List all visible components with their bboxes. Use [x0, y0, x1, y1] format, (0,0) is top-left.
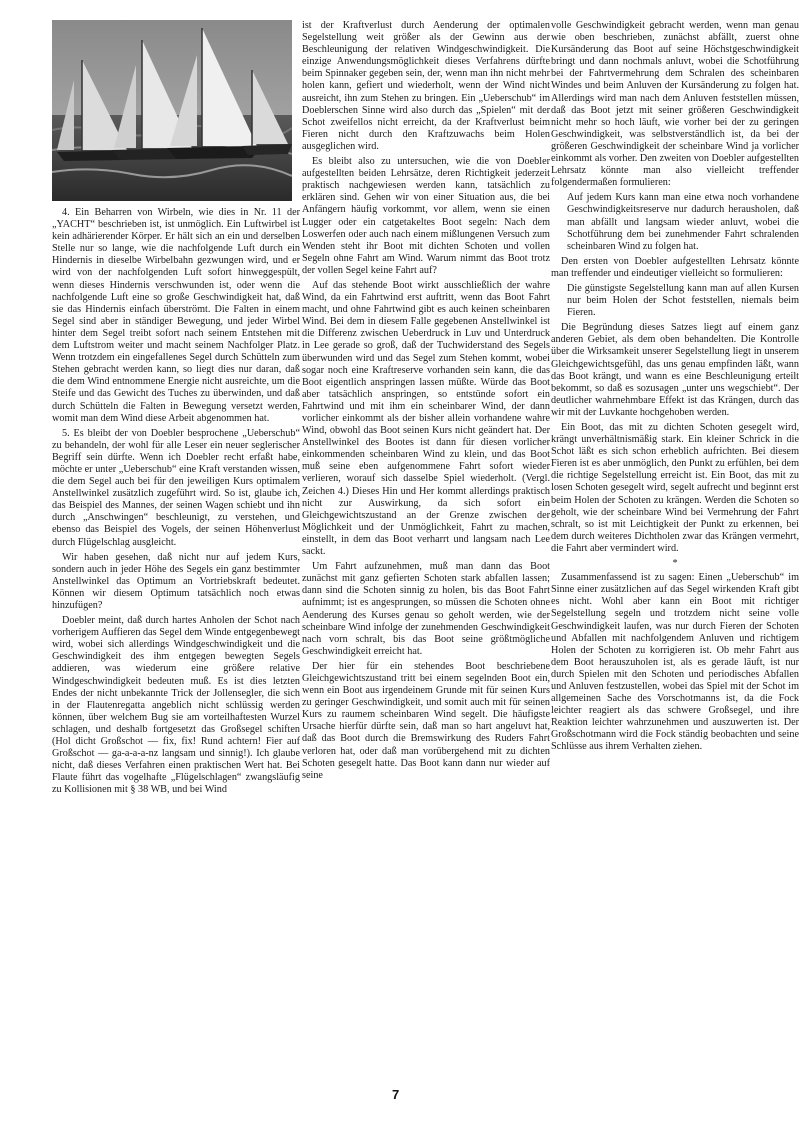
- section-separator: *: [672, 558, 678, 570]
- paragraph: Der hier für ein stehendes Boot beschriebene Gleichgewichtszustand tritt bei einem segelnden Boot ein, wenn ein Boot aus irgendeinem Grunde mit für seinen Kurs zu geringer Geschwindigkeit, und somit auch mit für seinen Kurs zu raumem scheinbaren Wind segelt. Die häufigste Ursache hierfür dürfte sein, daß man so hart angeluvt hat, daß das Boot durch die Bremswirkung des Ruders Fahrt verloren hat, oder daß man vorübergehend mit zu dichten Schoten gesegelt hatte. Das Boot kann dann nur wieder auf seine: [302, 660, 550, 781]
- paragraph: Ein Boot, das mit zu dichten Schoten gesegelt wird, krängt unverhältnismäßig stark. Ein kleiner Schrick in die Schot läßt es sich schon erheblich aufrichten. Bei diesem Fieren ist es aber unmöglich, den Punkt zu erfühlen, bei dem die richtige Segelstellung erreicht ist. Ein Boot, das mit zu losen Schoten gesegelt wird, segelt aufrecht und beginnt erst beim Holen der Schoten zu krängen. Werden die Schoten so geholt, wie der scheinbare Wind bei Vermehrung der Fahrt schralt, so ist mit Leichtigkeit der Punkt zu erkennen, bei dem durch weiteres Dichtholen zwar das Krängen vermehrt, die Fahrt aber vermindert wird.: [551, 422, 799, 554]
- paragraph: 5. Es bleibt der von Doebler besprochene „Ueberschub“ zu behandeln, der wohl für alle Leser ein neuer seglerischer Begriff sein dürfte. Wenn ich Doebler recht erfaßt habe, möchte er unter „Ueberschub“ eine Kraft verstanden wissen, die dem Segel auch bei für den jeweiligen Kurs optimalem Anstellwinkel zusätzlich zugeführt wird. So ist, glaube ich, das Beispiel des Mannes, der seinen Wagen schiebt und ihn durch „Anschwingen“ beschleunigt, zu verstehen, und ebenso das Beispiel des Vogels, der seinen Höhenverlust durch Flügelschlag ausgleicht.: [52, 427, 300, 548]
- paragraph: Doebler meint, daß durch hartes Anholen der Schot nach vorherigem Auffieren das Segel dem Winde entgegenbewegt wird, wobei sich allerdings Windgeschwindigkeit und die Geschwindigkeit des ihm entgegen bewegten Segels addieren, was wiederum eine größere relative Windgeschwindigkeit bedeuten muß. Es ist dies letzten Endes der nicht unbekannte Trick der Jollensegler, die sich in der Flautenregatta angeblich nicht schlüssig werden können, über welchem Bug sie am vorteilhaftesten Wurzel schlagen, und deshalb fortgesetzt das Großsegel schiften (Hol dicht Großschot — fix, fix! Rund achtern! Fier auf Großschot — ga-a-a-a-nz langsam und sinnig!). Ich glaube nicht, daß dieses Verfahren einen praktischen Wert hat. Bei Flaute führt das vogelhafte „Flügelschlagen“ zwangsläufig zu Kollisionen mit § 38 WB, und bei Wind: [52, 615, 300, 796]
- text-column-right: [551, 20, 799, 757]
- paragraph: Zusammenfassend ist zu sagen: Einen „Ueberschub“ im Sinne einer zusätzlichen auf das Segel wirkenden Kraft gibt es nicht. Wohl aber kann ein Boot mit richtiger Segelstellung segeln und trotzdem nicht seine volle Geschwindigkeit laufen, was nur durch Fieren der Schoten und Abfallen mit nachfolgendem Anluven und richtigem Holen der Schoten zu korrigieren ist. Ob mehr Fahrt aus dem Boot herauszuholen ist, als es gerade läuft, ist nur durch Spielen mit den Schoten und periodisches Abfallen und Anluven festzustellen, wobei das Spiel mit der Schot im allgemeinen Sache des Vorschotmanns ist, da die Fock leichter reagiert als das schwere Großsegel, und ihre Reaktion leichter wahrzunehmen und auszuwerten ist. Der Großschotmann wird die Fock ständig beobachten und seine Schlüsse aus ihrem Verhalten ziehen.: [551, 572, 799, 753]
- paragraph: Es bleibt also zu untersuchen, wie die von Doebler aufgestellten beiden Lehrsätze, deren Richtigkeit jederzeit praktisch nachgewiesen werden kann, tatsächlich zu erklären sind. Gehen wir von einer Situation aus, die bei Anfängern häufig vorkommt, vor allem, wenn sie einen Lugger oder ein catgetakeltes Boot segeln: Nach dem Loswerfen oder auch nach einem mißlungenen Versuch zum Wenden steht ihr Boot mit dichten Schoten und vollen Segeln ohne Fahrt am Wind. Warum nimmt das Boot trotz der vollen Segel keine Fahrt auf?: [302, 156, 550, 276]
- paragraph: Auf das stehende Boot wirkt ausschließlich der wahre Wind, da ein Fahrtwind erst auftritt, wenn das Boot Fahrt macht, und ohne Fahrtwind gibt es auch keinen scheinbaren Wind. Bei dem in diesem Falle gegebenen Anstellwinkel ist die Differenz zwischen Ueberdruck in Luv und Unterdruck in Lee gerade so groß, daß der Tuchwiderstand des Segels überwunden wird und das Segel zum Stehen kommt, wobei sogar noch eine Kraftreserve vorhanden sein kann, die das Boot eigentlich anspringen lassen müßte. Würde das Boot aber tatsächlich anspringen, so entstünde sofort ein Fahrtwind und mit ihm ein scheinbarer Wind, der dann vorlicher einkommt als der bisher allein vorhandene wahre Wind, obwohl das Boot seinen Kurs nicht geändert hat. Der Anstellwinkel des Bootes ist dann für diesen vorlicher einkommenden scheinbaren Wind zu klein, und das Boot muß seine eben aufgenommene Fahrt sofort wieder verlieren, worauf sich dasselbe Spiel wiederholt. (Vergl. Zeichen 4.) Dieses Hin und Her kommt allerdings praktisch nicht zur Auswirkung, da sich sofort ein Gleichgewichtszustand an der Grenze zwischen der Möglichkeit und der Unmöglichkeit, Fahrt zu machen, einstellt, in dem das Boot verharrt und langsam nach Lee sackt.: [302, 279, 550, 558]
- paragraph: Die Begründung dieses Satzes liegt auf einem ganz anderen Gebiet, als dem oben behandelten. Die Kontrolle über die Wirksamkeit unserer Segelstellung liegt in unserem Gleichgewichtsgefühl, das uns genau empfinden läßt, wann das Boot krängt, und wann es eine Beschleunigung erteilt bekommt, so daß es sozusagen „unter uns wegschiebt“. Der deutlicher wahrnehmbare Effekt ist das Krängen, durch das wir mit der Luvkante hochgehoben werden.: [551, 322, 799, 418]
- paragraph: volle Geschwindigkeit gebracht werden, wenn man genau wie oben beschrieben, zunächst abfällt, zuerst ohne Kursänderung das Boot auf seine Höchstgeschwindigkeit bringt und dann nochmals anluvt, wobei die Schotführung bei der Fahrtvermehrung dem Schralen des scheinbaren Windes und beim Anluven der Kursänderung zu folgen hat. Allerdings wird man nach dem Anluven feststellen müssen, daß das Boot jetzt mit seiner größeren Geschwindigkeit nicht mehr so hoch läuft, wie vorher bei der zu geringen Geschwindigkeit, was selbstverständlich ist, da bei der größeren Geschwindigkeit der scheinbare Wind ja vorlicher einkommt als vorher. Den zweiten von Doebler aufgestellten Lehrsatz könnte man also vielleicht treffender folgendermaßen formulieren:: [551, 20, 799, 189]
- rule-statement: Auf jedem Kurs kann man eine etwa noch vorhandene Geschwindigkeitsreserve nur dadurch herausholen, daß man abfällt und langsam wieder anluvt, wobei die Schotführung dem bei zunehmender Fahrt schralenden scheinbaren Wind zu folgen hat.: [567, 192, 799, 252]
- paragraph: Den ersten von Doebler aufgestellten Lehrsatz könnte man treffender und eindeutiger vielleicht so formulieren:: [551, 255, 799, 279]
- paragraph: Um Fahrt aufzunehmen, muß man dann das Boot zunächst mit ganz gefierten Schoten stark abfallen lassen; dann sind die Schoten sinnig zu holen, bis das Boot Fahrt aufnimmt; ist es angesprungen, so müssen die Schoten ohne Aenderung des Kurses genau so geholt werden, wie der scheinbare Wind infolge der zunehmenden Geschwindigkeit nach vorn schralt, bis das Boot seine größtmögliche Geschwindigkeit erreicht hat.: [302, 561, 550, 657]
- paragraph: 4. Ein Beharren von Wirbeln, wie dies in Nr. 11 der „YACHT“ beschrieben ist, ist unmöglich. Ein Luftwirbel ist kein adhärierender Körper. Er hält sich an ein und derselben Stelle nur so lange, wie die nachfolgende Luft durch ein Hindernis in dieselbe Wirbelbahn gezwungen wird, und er wird von der nachfolgenden Luft sofort hinweggespült, wenn dieses Hindernis verschwunden ist, oder wenn die nachfolgende Luft eine so große Geschwindigkeit hat, daß sie das Hindernis einfach überströmt. Die Falten in einem Segel sind aber in ständiger Bewegung, und jeder Wirbel hinter dem Segel treibt sofort nach seinem Entstehen mit dem Luftstrom weiter und macht seinem Nachfolger Platz. Wenn trotzdem ein eingefallenes Segel durch Schütteln zum Stehen gebracht werden kann, so liegt dies nur daran, daß die dem Wind entnommene Energie nicht ausreichte, um die Steife und das Gewicht des Tuches zu überwinden, und daß durch Schütteln die Falten in Bewegung versetzt werden, womit man dem Wind diese Arbeit abgenommen hat.: [52, 207, 300, 424]
- rule-statement: Die günstigste Segelstellung kann man auf allen Kursen nur beim Holen der Schot feststellen, niemals beim Fieren.: [567, 282, 799, 319]
- text-column-left: [52, 20, 300, 800]
- paragraph: ist der Kraftverlust durch Aenderung der optimalen Segelstellung weit größer als der Gewinn aus der Beschleunigung der relativen Windgeschwindigkeit. Die einzige Anwendungsmöglichkeit dieses Verfahrens dürfte beim Spinnaker gegeben sein, der, wenn man ihn nicht mehr holen kann, gefiert und wiederholt, wenn der Wind nicht ausreicht, ihn zum Stehen zu bringen. Ein „Ueberschub“ im Doeblerschen Sinne wird also durch das „Spielen“ mit der Schot zweifellos nicht erreicht, da der Kraftverlust beim Fieren nicht durch den Kraftzuwachs beim Holen ausgeglichen wird.: [302, 20, 550, 152]
- paragraph: Wir haben gesehen, daß nicht nur auf jedem Kurs, sondern auch in jeder Höhe des Segels ein ganz bestimmter Anstellwinkel das Optimum an Vortriebskraft bedeutet. Können wir diesem Optimum tatsächlich noch etwas hinzufügen?: [52, 551, 300, 611]
- sailing-yachts-photo: [52, 20, 292, 201]
- page-number: 7: [392, 1087, 400, 1102]
- text-column-middle: [302, 20, 550, 785]
